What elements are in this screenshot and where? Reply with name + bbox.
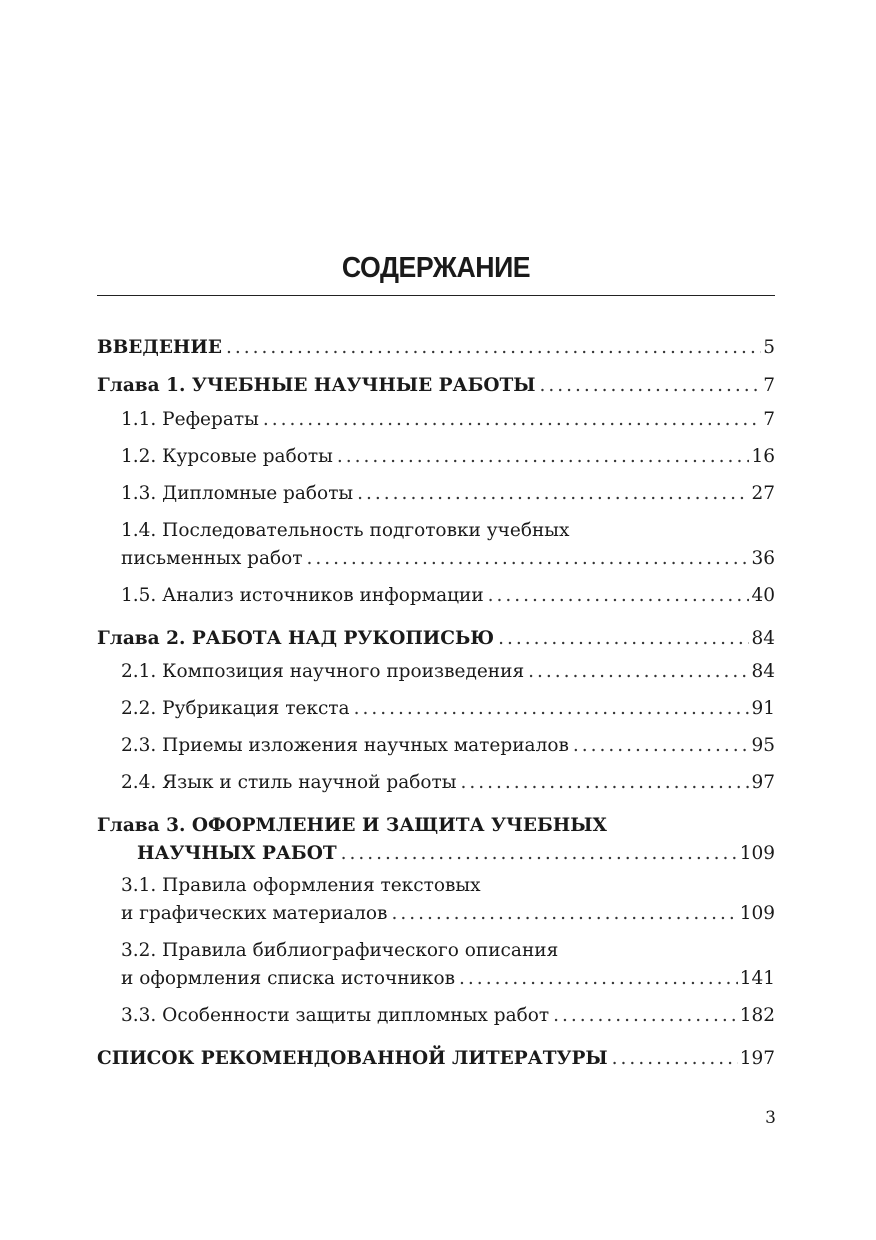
toc-entry-chapter-1[interactable] [97,372,775,400]
toc-page-number: 141 [739,968,775,989]
dot-leader [307,545,750,573]
dot-leader [528,658,749,686]
toc-entry-title: 1.1. Рефераты [121,409,259,430]
toc-page-number: 5 [763,337,775,358]
toc-entry-2-2[interactable] [121,695,775,723]
toc-entry-1-4[interactable] [121,545,775,573]
toc-page-number: 40 [751,585,775,606]
page-number: 3 [765,1108,776,1128]
toc-entry-title: 1.5. Анализ источников информации [121,585,484,606]
toc-entry-chapter-2[interactable] [97,625,775,653]
dot-leader [391,900,737,928]
dot-leader [498,625,749,653]
toc-entry-title: 2.1. Композиция научного произведения [121,661,525,682]
toc-page-number: 197 [739,1048,775,1069]
dot-leader [488,582,750,610]
toc-page-number: 27 [751,483,775,504]
toc-entry-title: письменных работ [121,548,303,569]
toc-entry-title: ВВЕДЕНИЕ [97,337,222,358]
toc-entry-title: и графических материалов [121,903,388,924]
dot-leader [337,443,750,471]
title-divider [97,295,775,296]
toc-entry-1-3[interactable] [121,480,775,508]
toc-page-number: 7 [763,409,775,430]
toc-entry-title: 2.3. Приемы изложения научных материалов [121,735,569,756]
dot-leader [263,406,761,434]
dot-leader [460,769,749,797]
dot-leader [553,1002,738,1030]
toc-page-number: 109 [739,843,775,864]
dot-leader [341,840,738,868]
dot-leader [459,965,738,993]
toc-entry-1-1[interactable] [121,406,775,434]
toc-entry-title: НАУЧНЫХ РАБОТ [137,843,337,864]
toc-entry-title: и оформления списка источников [121,968,456,989]
dot-leader [357,480,749,508]
toc-entry-1-4-line-1[interactable]: 1.4. Последовательность подготовки учебных [121,520,570,541]
toc-page-number: 7 [763,375,775,396]
toc-page-number: 84 [751,628,775,649]
toc-page-number: 182 [739,1005,775,1026]
toc-entry-chapter-3[interactable] [137,840,775,868]
toc-page-number: 95 [751,735,775,756]
dot-leader [612,1045,738,1073]
toc-page-number: 84 [751,661,775,682]
toc-page-number: 97 [751,772,775,793]
toc-entry-2-4[interactable] [121,769,775,797]
toc-entry-references[interactable] [97,1045,775,1073]
toc-entry-3-3[interactable] [121,1002,775,1030]
toc-entry-2-1[interactable] [121,658,775,686]
toc-entry-3-1-line-1[interactable]: 3.1. Правила оформления текстовых [121,875,481,896]
toc-page-number: 109 [739,903,775,924]
toc-entry-chapter-3-line-1[interactable]: Глава 3. ОФОРМЛЕНИЕ И ЗАЩИТА УЧЕБНЫХ [97,815,607,836]
toc-entry-3-2-line-1[interactable]: 3.2. Правила библиографического описания [121,940,559,961]
toc-entry-3-2[interactable] [121,965,775,993]
toc-page-number: 91 [751,698,775,719]
toc-entry-intro[interactable] [97,334,775,362]
toc-entry-1-5[interactable] [121,582,775,610]
toc-entry-1-2[interactable] [121,443,775,471]
toc-entry-title: 2.4. Язык и стиль научной работы [121,772,457,793]
toc-entry-title: Глава 2. РАБОТА НАД РУКОПИСЬЮ [97,628,495,649]
toc-page-number: 36 [751,548,775,569]
toc-entry-title: 1.2. Курсовые работы [121,446,333,467]
toc-entry-title: СПИСОК РЕКОМЕНДОВАННОЙ ЛИТЕРАТУРЫ [97,1048,608,1069]
toc-entry-title: Глава 1. УЧЕБНЫЕ НАУЧНЫЕ РАБОТЫ [97,375,536,396]
toc-entry-2-3[interactable] [121,732,775,760]
toc-entry-title: 1.3. Дипломные работы [121,483,354,504]
toc-entry-3-1[interactable] [121,900,775,928]
toc-entry-title: 3.3. Особенности защиты дипломных работ [121,1005,550,1026]
toc-page-number: 16 [751,446,775,467]
page-title: СОДЕРЖАНИЕ [341,252,531,284]
toc-entry-title: 2.2. Рубрикация текста [121,698,350,719]
dot-leader [226,334,761,362]
dot-leader [573,732,750,760]
dot-leader [354,695,750,723]
dot-leader [540,372,762,400]
